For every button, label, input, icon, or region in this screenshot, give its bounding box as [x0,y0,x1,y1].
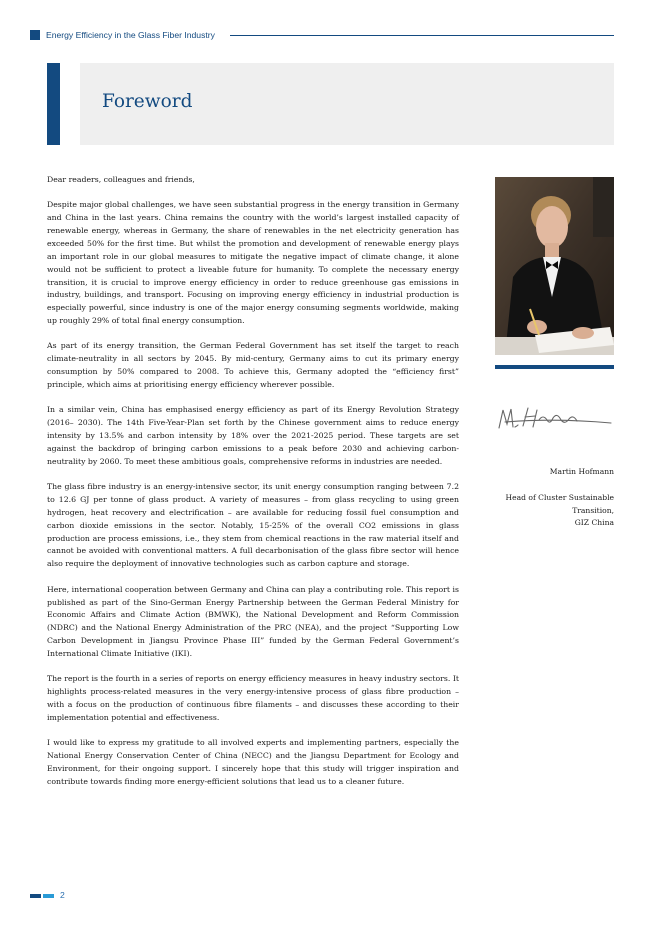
paragraph: Here, international cooperation between Germany and China can play a contributing role. This report is published as part of the Sino-German Energy Partnership between the German Federal Ministry for Economic Affairs and Climate Action (BMWK), the National Development and Reform Commission (NDRC) and the National Energy Administration of the PRC (NEA), and the project “Supporting Low Carbon Development in Jiangsu Province Phase III” funded by the German Federal Government’s International Climate Initiative (IKI). [47,584,459,658]
signatory-title-line: Head of Cluster Sustainable [505,493,614,503]
page-number: 2 [60,890,65,900]
signatory-name: Martin Hofmann [549,467,614,476]
paragraph: In a similar vein, China has emphasised energy efficiency as part of its Energy Revolution Strategy (2016– 2030). The 14th Five-Year-Plan set forth by the Chinese government aims to reduce energy intensity by 13.5% and carbon intensity by 18% over the 2021-2025 period. These targets are set against the backdrop of bringing carbon emissions to a peak before 2030 and achieving carbon-neutrality by 2060. To meet these ambitious goals, comprehensive reforms in industries are needed. [47,405,459,466]
paragraph: The report is the fourth in a series of reports on energy efficiency measures in heavy industry sectors. It highlights process-related measures in the very energy-intensive process of glass fibre production – with a focus on the production of continuous fibre filaments – and discusses these according to their implementation potential and effectiveness. [47,674,459,722]
foreword-body [47,174,459,801]
portrait-photo [495,177,614,355]
page-title: Foreword [102,91,193,112]
header-square-icon [30,30,40,40]
footer-dark-bar [30,894,41,898]
paragraph: The glass fibre industry is an energy-intensive sector, its unit energy consumption ranging between 7.2 to 12.6 GJ per tonne of glass product. A variety of measures – from glass recycling to using green hydrogen, heat recovery and electrification – are available for reducing fossil fuel consumption and carbon dioxide emissions in the sector. Notably, 15-25% of the overall CO2 emissions in glass production are process emissions, i.e., they stem from chemical reactions in the raw material itself and cannot be avoided with conventional matters. A full decarbonisation of the glass fibre sector will hence also require the deployment of innovative technologies such as carbon capture and storage. [47,482,459,569]
signatory-block [474,466,614,530]
signatory-title-line: Transition, [572,505,614,515]
paragraph: I would like to express my gratitude to all involved experts and implementing partners, especially the National Energy Conservation Center of China (NECC) and the Jiangsu Department for Ecology and Environment, for their ongoing support. I sincerely hope that this study will trigger inspiration and contribute towards finding more energy-efficient solutions that lead us to a cleaner future. [47,738,459,786]
header-rule [230,35,614,36]
footer-light-bar [43,894,54,898]
header-title: Energy Efficiency in the Glass Fiber Industry [46,30,215,40]
signatory-title-line: GIZ China [574,518,614,528]
foreword-banner [80,63,614,145]
paragraph: Dear readers, colleagues and friends, [47,175,195,184]
handwritten-signature [495,400,614,434]
paragraph: As part of its energy transition, the German Federal Government has set itself the target to reach climate-neutrality in all sectors by 2045. By mid-century, Germany aims to cut its primary energy consumption by 50% compared to 2008. To achieve this, Germany adopted the “efficiency first” principle, which aims at prioritising energy efficiency wherever possible. [47,341,459,389]
running-header [30,29,614,43]
banner-accent-bar [47,63,60,145]
photo-rule [495,365,614,369]
paragraph: Despite major global challenges, we have seen substantial progress in the energy transition in Germany and China in the last years. China remains the country with the world’s largest installed capacity of renewable energy, whereas in Germany, the share of renewables in the net electricity generation has exceeded 50% for the first time. But whilst the promotion and development of renewable energy plays an important role in our global measures to mitigate the negative impact of climate change, it alone would not be sufficient to protect a liveable future for humanity. To complete the necessary energy transition, it is crucial to improve energy efficiency in order to reduce greenhouse gas emissions in industry, buildings, and transport. Focusing on improving energy efficiency in industrial production is especially powerful, since industry is one of the major energy consuming segments worldwide, making up roughly 29% of total final energy consumption. [47,200,459,326]
